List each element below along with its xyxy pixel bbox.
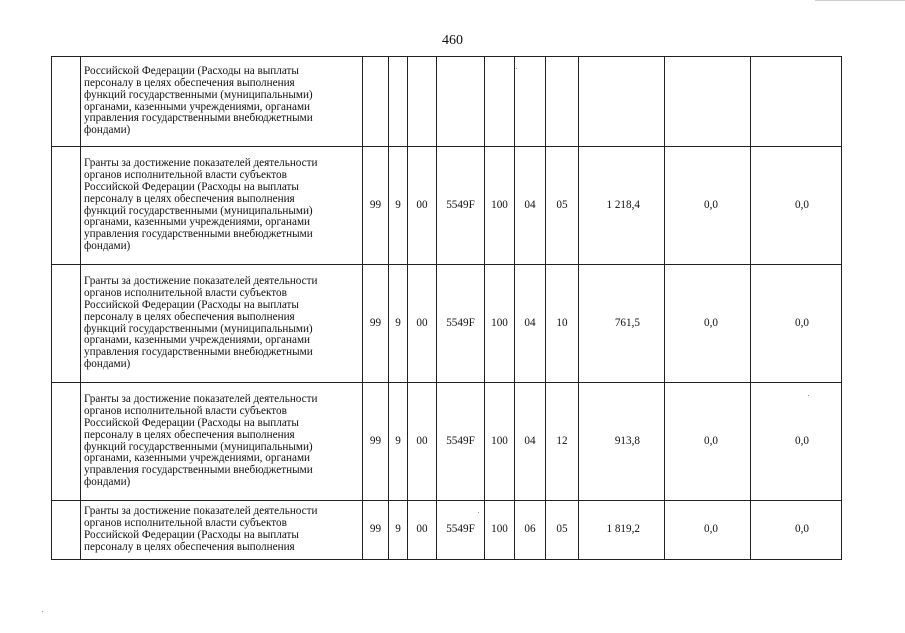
row-number-cell bbox=[52, 147, 81, 265]
expense-type-code-cell: 100 bbox=[485, 265, 515, 383]
expense-name-cell bbox=[81, 147, 363, 265]
subprogram-code-cell: 9 bbox=[389, 383, 408, 501]
expense-name-line: Российской Федерации (Расходы на выплаты bbox=[84, 416, 299, 429]
main-activity-code-cell: 00 bbox=[408, 147, 437, 265]
direction-code-cell bbox=[437, 57, 485, 147]
expense-name-line: функций государственными (муниципальными) bbox=[84, 322, 313, 335]
program-code-cell bbox=[363, 57, 389, 147]
expense-name-cell bbox=[81, 57, 363, 147]
expense-name-line: функций государственными (муниципальными) bbox=[84, 88, 313, 101]
expense-name-line: органов исполнительной власти субъектов bbox=[84, 405, 287, 418]
expense-name-cell bbox=[81, 501, 363, 560]
expense-type-code-cell: 100 bbox=[485, 501, 515, 560]
amount-cell: 1 819,2 bbox=[579, 501, 665, 560]
expense-name-cell bbox=[81, 265, 363, 383]
expense-name-line: фондами) bbox=[84, 475, 131, 488]
row-number-cell bbox=[52, 383, 81, 501]
subprogram-code-cell: 9 bbox=[389, 147, 408, 265]
expense-type-code-cell bbox=[485, 57, 515, 147]
subsection-code-cell: 12 bbox=[546, 383, 579, 501]
expense-name-line: функций государственными (муниципальными) bbox=[84, 440, 313, 453]
table-row bbox=[52, 57, 842, 147]
table-row bbox=[52, 501, 842, 560]
main-activity-code-cell: 00 bbox=[408, 383, 437, 501]
scan-speck bbox=[42, 611, 43, 612]
subprogram-code-cell: 9 bbox=[389, 501, 408, 560]
expense-name-line: персоналу в целях обеспечения выполнения bbox=[84, 310, 295, 323]
expense-name-line: органов исполнительной власти субъектов bbox=[84, 287, 287, 300]
table-row bbox=[52, 265, 842, 383]
program-code-cell: 99 bbox=[363, 147, 389, 265]
main-activity-code-cell: 00 bbox=[408, 501, 437, 560]
expense-name-line: Гранты за достижение показателей деятельности bbox=[84, 393, 318, 406]
subsection-code-cell: 05 bbox=[546, 147, 579, 265]
expense-name-line: органами, казенными учреждениями, органами bbox=[84, 216, 311, 229]
amount-cell: 913,8 bbox=[579, 383, 665, 501]
row-number-cell bbox=[52, 265, 81, 383]
amount-cell bbox=[579, 57, 665, 147]
program-code-cell: 99 bbox=[363, 501, 389, 560]
expense-name-line: Российской Федерации (Расходы на выплаты bbox=[84, 529, 299, 541]
amount-year3-cell: 0,0 bbox=[751, 147, 842, 265]
amount-year2-cell: 0,0 bbox=[665, 147, 751, 265]
amount-year3-cell: 0,0 bbox=[751, 383, 842, 501]
amount-year3-cell bbox=[751, 57, 842, 147]
section-code-cell: 04 bbox=[515, 265, 546, 383]
expense-name-line: управления государственными внебюджетными bbox=[84, 112, 313, 125]
expense-name-line: фондами) bbox=[84, 124, 131, 137]
row-number-cell bbox=[52, 501, 81, 560]
scan-edge-line bbox=[815, 0, 905, 1]
main-activity-code-cell: 00 bbox=[408, 265, 437, 383]
expense-name-line: органами, казенными учреждениями, органами bbox=[84, 452, 311, 465]
scan-speck bbox=[516, 68, 517, 69]
amount-year3-cell: 0,0 bbox=[751, 265, 842, 383]
main-activity-code-cell bbox=[408, 57, 437, 147]
page-number: 460 bbox=[442, 33, 463, 48]
program-code-cell: 99 bbox=[363, 383, 389, 501]
amount-cell: 1 218,4 bbox=[579, 147, 665, 265]
expense-name-line: персоналу в целях обеспечения выполнения bbox=[84, 192, 295, 205]
subsection-code-cell bbox=[546, 57, 579, 147]
expense-name-cell bbox=[81, 383, 363, 501]
expense-name-line: управления государственными внебюджетными bbox=[84, 228, 313, 241]
direction-code-cell: 5549F bbox=[437, 147, 485, 265]
expense-name-line: управления государственными внебюджетными bbox=[84, 464, 313, 477]
expense-name-line: Российской Федерации (Расходы на выплаты bbox=[84, 298, 299, 311]
expense-type-code-cell: 100 bbox=[485, 147, 515, 265]
amount-year3-cell: 0,0 bbox=[751, 501, 842, 560]
expense-name-line: фондами) bbox=[84, 357, 131, 370]
expense-name-line: органами, казенными учреждениями, органами bbox=[84, 334, 311, 347]
amount-year2-cell: 0,0 bbox=[665, 265, 751, 383]
subsection-code-cell: 10 bbox=[546, 265, 579, 383]
subprogram-code-cell bbox=[389, 57, 408, 147]
expense-name-line: Гранты за достижение показателей деятельности bbox=[84, 505, 318, 518]
expense-name-line: фондами) bbox=[84, 239, 131, 252]
expense-name-line: персоналу в целях обеспечения выполнения bbox=[84, 428, 295, 441]
amount-year2-cell: 0,0 bbox=[665, 501, 751, 560]
expense-name-line: функций государственными (муниципальными) bbox=[84, 204, 313, 217]
expense-name-line: органами, казенными учреждениями, органами bbox=[84, 100, 311, 113]
table-body bbox=[52, 57, 842, 560]
expense-name-line: Гранты за достижение показателей деятельности bbox=[84, 157, 318, 170]
table-row bbox=[52, 147, 842, 265]
expense-type-code-cell: 100 bbox=[485, 383, 515, 501]
section-code-cell: 06 bbox=[515, 501, 546, 560]
section-code-cell: 04 bbox=[515, 383, 546, 501]
amount-year2-cell bbox=[665, 57, 751, 147]
row-number-cell bbox=[52, 57, 81, 147]
section-code-cell: 04 bbox=[515, 147, 546, 265]
scan-speck bbox=[808, 395, 809, 396]
scan-speck bbox=[478, 512, 479, 513]
budget-table bbox=[51, 56, 842, 560]
expense-name-line: управления государственными внебюджетными bbox=[84, 346, 313, 359]
amount-year2-cell: 0,0 bbox=[665, 383, 751, 501]
subsection-code-cell: 05 bbox=[546, 501, 579, 560]
expense-name-line: Российской Федерации (Расходы на выплаты bbox=[84, 180, 299, 193]
expense-name-line: Гранты за достижение показателей деятельности bbox=[84, 275, 318, 288]
expense-name-line: персоналу в целях обеспечения выполнения bbox=[84, 76, 295, 89]
direction-code-cell: 5549F bbox=[437, 265, 485, 383]
table-row bbox=[52, 383, 842, 501]
expense-name-line: органов исполнительной власти субъектов bbox=[84, 517, 287, 530]
expense-name-line: органов исполнительной власти субъектов bbox=[84, 169, 287, 182]
section-code-cell bbox=[515, 57, 546, 147]
direction-code-cell: 5549F bbox=[437, 383, 485, 501]
amount-cell: 761,5 bbox=[579, 265, 665, 383]
expense-name-line: персоналу в целях обеспечения выполнения bbox=[84, 540, 295, 553]
direction-code-cell: 5549F bbox=[437, 501, 485, 560]
program-code-cell: 99 bbox=[363, 265, 389, 383]
subprogram-code-cell: 9 bbox=[389, 265, 408, 383]
expense-name-line: Российской Федерации (Расходы на выплаты bbox=[84, 65, 299, 78]
